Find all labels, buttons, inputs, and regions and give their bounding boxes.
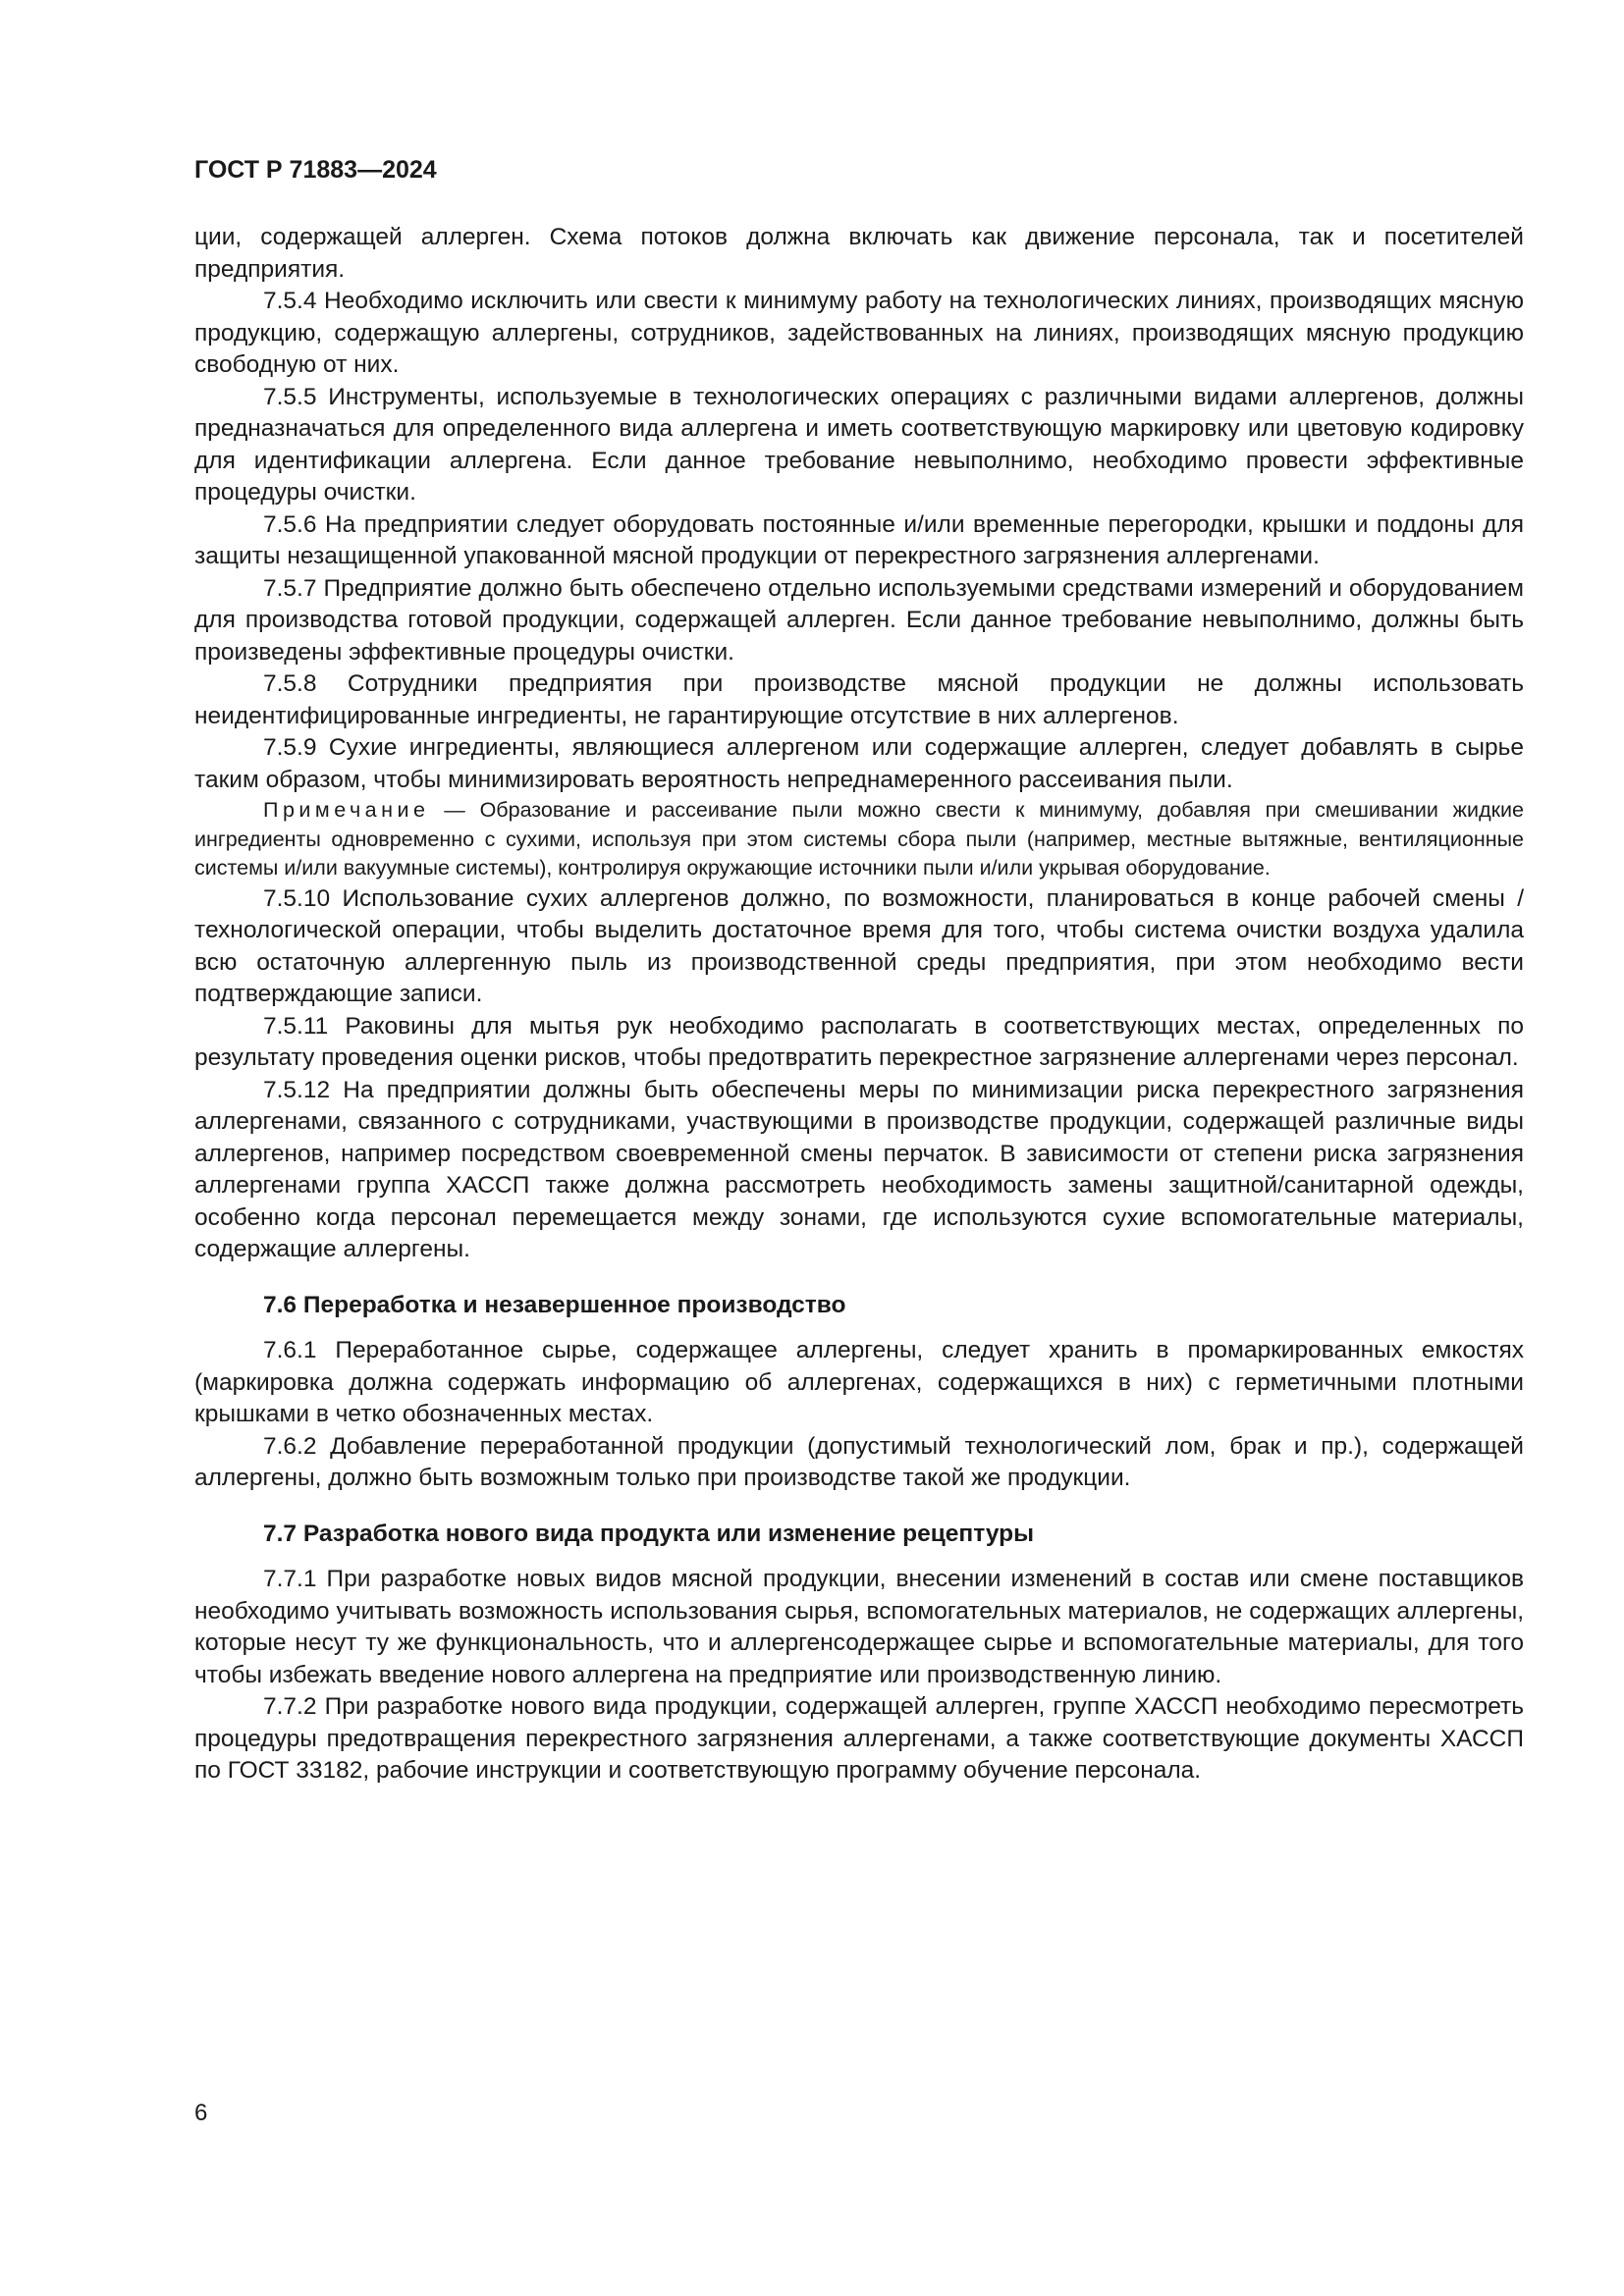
clause-7-5-11: 7.5.11 Раковины для мытья рук необходимо располагать в соответствующих местах, определенных по результату проведения оценки рисков, чтобы предотвратить перекрестное загрязнение аллергенами через персонал. [194, 1012, 1524, 1071]
clause-7-5-10: 7.5.10 Использование сухих аллергенов должно, по возможности, планироваться в конце рабочей смены / технологической операции, чтобы выделить достаточное время для того, чтобы система очистки воздуха удалила всю остаточную аллергенную пыль из производственной среды предприятия, при этом необходимо вести подтверждающие записи. [194, 884, 1524, 1007]
clause-7-5-4: 7.5.4 Необходимо исключить или свести к минимуму работу на технологических линиях, производящих мясную продукцию, содержащую аллергены, сотрудников, задействованных на линиях, производящих мясную продукцию свободную от них. [194, 288, 1524, 378]
clause-7-7-2: 7.7.2 При разработке нового вида продукции, содержащей аллерген, группе ХАССП необходимо пересмотреть процедуры предотвращения перекрестного загрязнения аллергенами, а также соответствующие документы ХАССП по ГОСТ 33182, рабочие инструкции и соответствующую программу обучение персонала. [194, 1693, 1524, 1784]
paragraph-continuation: ции, содержащей аллерген. Схема потоков должна включать как движение персонала, так и посетителей предприятия. [194, 224, 1524, 283]
clause-7-6-2: 7.6.2 Добавление переработанной продукции (допустимый технологический лом, брак и пр.), содержащей аллергены, должно быть возможным только при производстве такой же продукции. [194, 1432, 1524, 1491]
clause-7-5-6: 7.5.6 На предприятии следует оборудовать постоянные и/или временные перегородки, крышки и поддоны для защиты незащищенной упакованной мясной продукции от перекрестного загрязнения аллергенами. [194, 510, 1524, 569]
clause-7-5-5: 7.5.5 Инструменты, используемые в технологических операциях с различными видами аллергенов, должны предназначаться для определенного вида аллергена и иметь соответствующую маркировку или цветовую кодировку для идентификации аллергена. Если данное требование невыполнимо, необходимо провести эффективные процедуры очистки. [194, 383, 1524, 506]
clause-7-5-8: 7.5.8 Сотрудники предприятия при производстве мясной продукции не должны использовать неидентифицированные ингредиенты, не гарантирующие отсутствие в них аллергенов. [194, 670, 1524, 729]
page-number: 6 [194, 2100, 208, 2126]
note-text: — Образование и рассеивание пыли можно свести к минимуму, добавляя при смешивании жидкие ингредиенты одновременно с сухими, используя при этом системы сбора пыли (например, местные вытяжные, вентиляционные системы и/или вакуумные системы), контролируя окружающие источники пыли и/или укрывая оборудование. [194, 798, 1524, 880]
section-heading-7-7: 7.7 Разработка нового вида продукта или изменение рецептуры [263, 1520, 1035, 1547]
section-heading-7-6: 7.6 Переработка и незавершенное производство [263, 1291, 846, 1318]
clause-7-6-1: 7.6.1 Переработанное сырье, содержащее аллергены, следует хранить в промаркированных емкостях (маркировка должна содержать информацию об аллергенах, содержащихся в них) с герметичными плотными крышками в четко обозначенных местах. [194, 1337, 1524, 1427]
document-body [194, 222, 1524, 1788]
clause-7-5-7: 7.5.7 Предприятие должно быть обеспечено отдельно используемыми средствами измерений и оборудованием для производства готовой продукции, содержащей аллерген. Если данное требование невыполнимо, должны быть произведены эффективные процедуры очистки. [194, 574, 1524, 666]
note-dust [194, 796, 1524, 883]
clause-7-5-9: 7.5.9 Сухие ингредиенты, являющиеся аллергеном или содержащие аллерген, следует добавлять в сырье таким образом, чтобы минимизировать вероятность непреднамеренного рассеивания пыли. [194, 734, 1524, 793]
clause-7-5-12: 7.5.12 На предприятии должны быть обеспечены меры по минимизации риска перекрестного загрязнения аллергенами, связанного с сотрудниками, участвующими в производстве продукции, содержащей различные виды аллергенов, например посредством своевременной смены перчаток. В зависимости от степени риска загрязнения аллергенами группа ХАССП также должна рассмотреть необходимость замены защитной/санитарной одежды, особенно когда персонал перемещается между зонами, где используются сухие вспомогательные материалы, содержащие аллергены. [194, 1076, 1524, 1262]
clause-7-7-1: 7.7.1 При разработке новых видов мясной продукции, внесении изменений в состав или смене поставщиков необходимо учитывать возможность использования сырья, вспомогательных материалов, не содержащих аллергены, которые несут ту же функциональность, что и аллергенсодержащее сырье и вспомогательные материалы, для того чтобы избежать введение нового аллергена на предприятие или производственную линию. [194, 1566, 1524, 1688]
note-label: Примечание [263, 798, 430, 822]
document-code-header: ГОСТ Р 71883—2024 [194, 156, 437, 184]
